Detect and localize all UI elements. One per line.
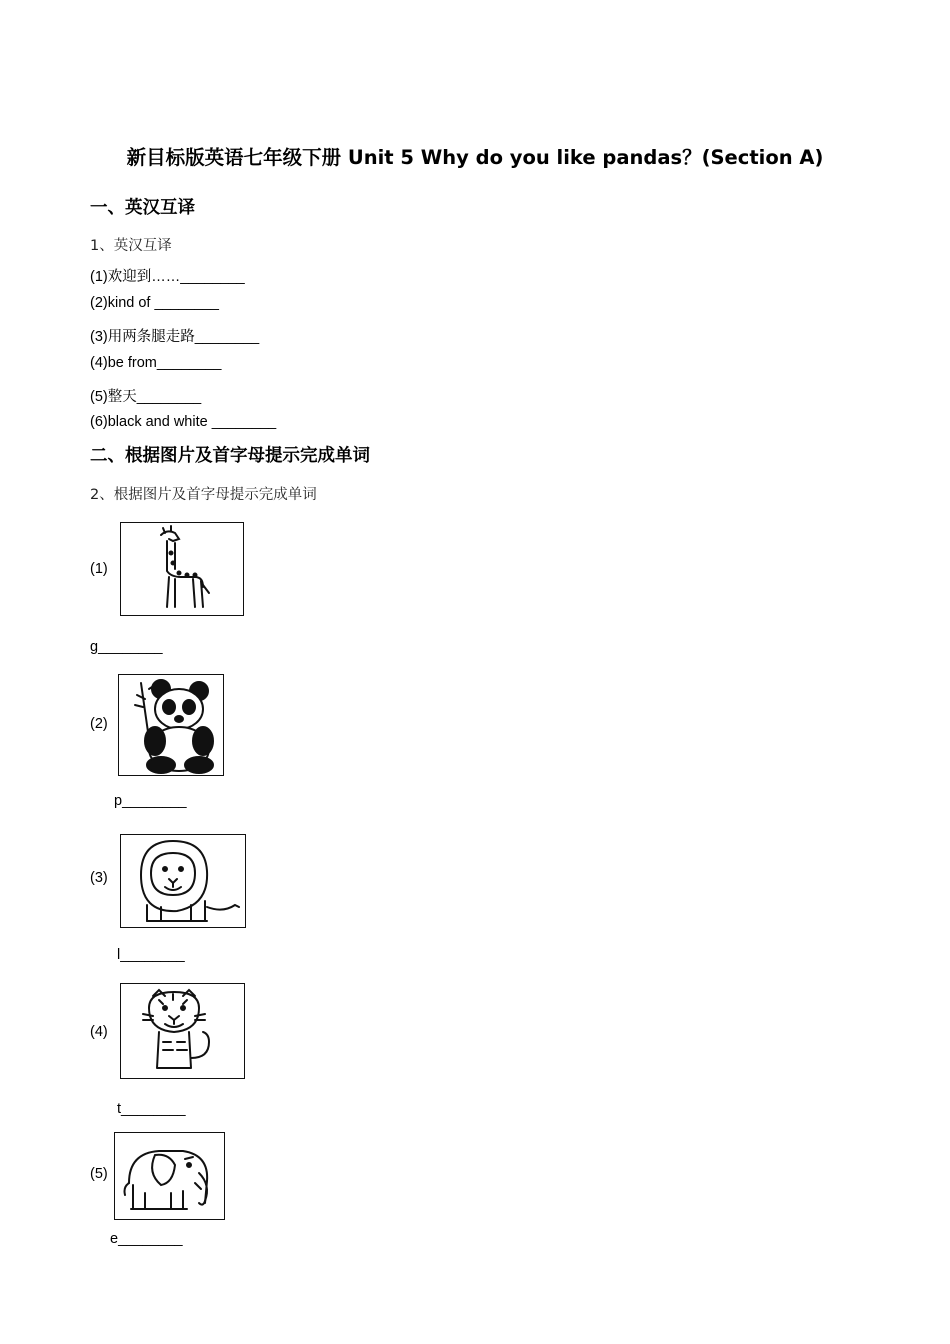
panda-icon (119, 675, 223, 775)
picture-item-2-label: (2) (90, 716, 108, 732)
tiger-icon (121, 984, 244, 1078)
question-2: 2、根据图片及首字母提示完成单词 (90, 487, 317, 503)
question-1: 1、英汉互译 (90, 238, 172, 254)
picture-item-3-answer: l________ (117, 947, 185, 963)
picture-item-4-label: (4) (90, 1024, 108, 1040)
translation-item-2: (2)kind of ________ (90, 295, 219, 311)
picture-item-4-answer: t________ (117, 1101, 186, 1117)
translation-item-5: (5)整天________ (90, 389, 202, 405)
translation-item-3: (3)用两条腿走路________ (90, 329, 260, 345)
translation-item-6: (6)black and white ________ (90, 414, 277, 430)
picture-item-5-label: (5) (90, 1166, 108, 1182)
lion-icon (121, 835, 245, 927)
giraffe-icon (121, 523, 243, 615)
picture-item-1-label: (1) (90, 561, 108, 577)
section-2-heading: 二、根据图片及首字母提示完成单词 (90, 446, 370, 466)
page-title: 新目标版英语七年级下册 Unit 5 Why do you like pandas？(Section A) (126, 146, 824, 169)
translation-item-4: (4)be from________ (90, 355, 222, 371)
translation-item-1: (1)欢迎到……________ (90, 269, 245, 285)
lion-picture (120, 834, 246, 928)
tiger-picture (120, 983, 245, 1079)
picture-item-3-label: (3) (90, 870, 108, 886)
picture-item-5-answer: e________ (110, 1231, 183, 1247)
picture-item-1-answer: g________ (90, 639, 163, 655)
section-1-heading: 一、英汉互译 (90, 198, 195, 218)
giraffe-picture (120, 522, 244, 616)
elephant-icon (115, 1133, 224, 1219)
panda-picture (118, 674, 224, 776)
picture-item-2-answer: p________ (114, 793, 187, 809)
elephant-picture (114, 1132, 225, 1220)
